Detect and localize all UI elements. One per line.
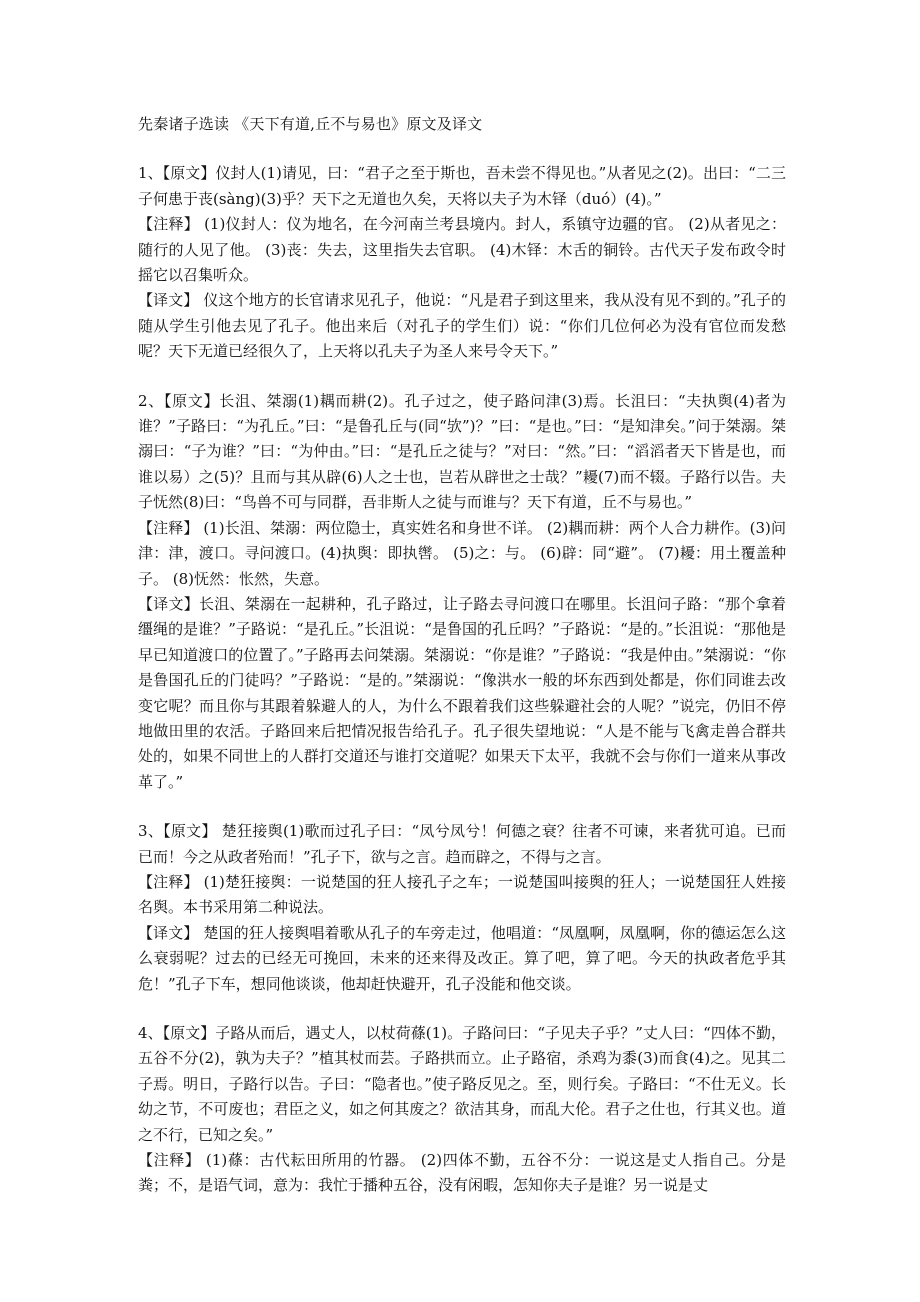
passage-annotation: 【注释】 (1)长沮、桀溺：两位隐士，真实姓名和身世不详。 (2)耦而耕：两个人合力耕作。(3)问津：津，渡口。寻问渡口。(4)执舆：即执辔。 (5)之：与。 (6)辟：同“避”。 (7)耰：用土覆盖种子。 (8)怃然：怅然，失意。 <box>138 518 786 588</box>
passage-translation: 【译文】 仪这个地方的长官请求见孔子，他说：“凡是君子到这里来，我从没有见不到的。”孔子的随从学生引他去见了孔子。他出来后（对孔子的学生们）说：“你们几位何必为没有官位而发愁呢？天下无道已经很久了，上天将以孔夫子为圣人来号令天下。” <box>138 291 786 361</box>
passage-original-text: 1、【原文】仪封人(1)请见，曰：“君子之至于斯也，吾未尝不得见也。”从者见之(2)。出曰：“二三子何患于丧(sàng)(3)乎？天下之无道也久矣，天将以夫子为木铎（duó）(4)。” <box>138 164 786 208</box>
document-title: 先秦诸子选读 《天下有道,丘不与易也》原文及译文 <box>138 115 483 133</box>
passage-2 <box>138 389 786 796</box>
passage-original-text: 2、【原文】长沮、桀溺(1)耦而耕(2)。孔子过之，使子路问津(3)焉。长沮曰：“夫执舆(4)者为谁？”子路曰：“为孔丘。”曰：“是鲁孔丘与(同“欤”)？”曰：“是也。”曰：“是知津矣。”问于桀溺。桀溺曰：“子为谁？”曰：“为仲由。”曰：“是孔丘之徒与？”对曰：“然。”曰：“滔滔者天下皆是也，而谁以易）之(5)？且而与其从辟(6)人之士也，岂若从辟世之士哉？”耰(7)而不辍。子路行以告。夫子怃然(8)曰：“鸟兽不可与同群，吾非斯人之徒与而谁与？天下有道，丘不与易也。” <box>138 391 786 512</box>
passage-translation: 【译文】 楚国的狂人接舆唱着歌从孔子的车旁走过，他唱道：“凤凰啊，凤凰啊，你的德运怎么这么衰弱呢？过去的已经无可挽回，未来的还来得及改正。算了吧，算了吧。今天的执政者危乎其危！”孔子下车，想同他谈谈，他却赶快避开，孔子没能和他交谈。 <box>138 923 786 993</box>
passage-translation: 【译文】长沮、桀溺在一起耕种，孔子路过，让子路去寻问渡口在哪里。长沮问子路：“那个拿着缰绳的是谁？”子路说：“是孔丘。”长沮说：“是鲁国的孔丘吗？”子路说：“是的。”长沮说：“那他是早已知道渡口的位置了。”子路再去问桀溺。桀溺说：“你是谁？”子路说：“我是仲由。”桀溺说：“你是鲁国孔丘的门徒吗？”子路说：“是的。”桀溺说：“像洪水一般的坏东西到处都是，你们同谁去改变它呢？而且你与其跟着躲避人的人，为什么不跟着我们这些躲避社会的人呢？”说完，仍旧不停地做田里的农活。子路回来后把情况报告给孔子。孔子很失望地说：“人是不能与飞禽走兽合群共处的，如果不同世上的人群打交道还与谁打交道呢？如果天下太平，我就不会与你们一道来从事改革了。” <box>138 594 786 791</box>
document-page <box>138 112 786 1223</box>
passage-4 <box>138 1021 786 1199</box>
passage-3 <box>138 819 786 997</box>
passage-1 <box>138 161 786 364</box>
passage-annotation: 【注释】 (1)仪封人：仪为地名，在今河南兰考县境内。封人，系镇守边疆的官。 (2)从者见之：随行的人见了他。 (3)丧：失去，这里指失去官职。 (4)木铎：木舌的铜铃。古代天子发布政令时摇它以召集听众。 <box>138 215 786 285</box>
passage-annotation: 【注释】 (1)蓧：古代耘田所用的竹器。 (2)四体不勤，五谷不分：一说这是丈人指自己。分是粪；不，是语气词，意为：我忙于播种五谷，没有闲暇，怎知你夫子是谁？另一说是丈 <box>138 1151 786 1195</box>
passage-original-text: 3、【原文】 楚狂接舆(1)歌而过孔子曰：“凤兮凤兮！何德之衰？往者不可谏，来者犹可追。已而已而！今之从政者殆而！”孔子下，欲与之言。趋而辟之，不得与之言。 <box>138 822 786 866</box>
passage-annotation: 【注释】 (1)楚狂接舆：一说楚国的狂人接孔子之车；一说楚国叫接舆的狂人；一说楚国狂人姓接名舆。本书采用第二种说法。 <box>138 872 786 917</box>
passage-original-text: 4、【原文】子路从而后，遇丈人，以杖荷蓧(1)。子路问曰：“子见夫子乎？”丈人曰：“四体不勤，五谷不分(2)，孰为夫子？”植其杖而芸。子路拱而立。止子路宿，杀鸡为黍(3)而食(4)之。见其二子焉。明日，子路行以告。子曰：“隐者也。”使子路反见之。至，则行矣。子路曰：“不仕无义。长幼之节，不可废也；君臣之义，如之何其废之？欲洁其身，而乱大伦。君子之仕也，行其义也。道之不行，已知之矣。” <box>138 1024 786 1144</box>
